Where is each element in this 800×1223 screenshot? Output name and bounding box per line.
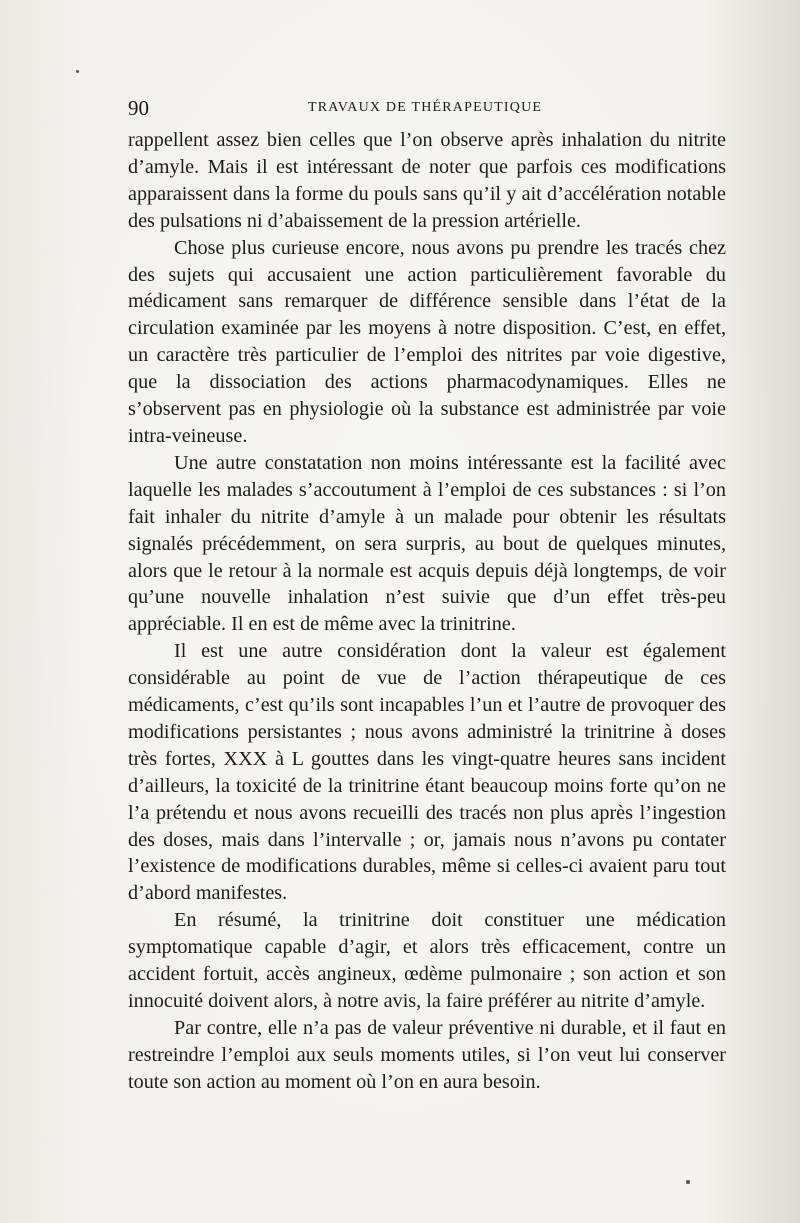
paragraph: Il est une autre considération dont la valeur est également considérable au point de vue de l’action thérapeutique de ces médicaments, c’est qu’ils sont incapables l’un et l’autre de provoquer des modifications persistantes ; nous avons administré la trinitrine à doses très fortes, XXX à L gouttes dans les vingt-quatre heures sans incident d’ailleurs, la toxicité de la trinitrine étant beaucoup moins forte qu’on ne l’a prétendu et nous avons recueilli des tracés non plus après l’ingestion des doses, mais dans l’intervalle ; or, jamais nous n’avons pu contater l’existence de modifications durables, même si celles-ci avaient paru tout d’abord manifestes. (128, 640, 726, 905)
page-number: 90 (128, 96, 149, 120)
paragraph: rappellent assez bien celles que l’on observe après inhalation du nitrite d’amyle. Mais il est intéressant de noter que parfois ces modifications apparaissent dans la forme du pouls sans qu’il y ait d’accélération notable des pulsations ni d’abaissement de la pression artérielle. (128, 129, 726, 232)
running-head: TRAVAUX DE THÉRAPEUTIQUE (308, 100, 543, 115)
paragraph: Par contre, elle n’a pas de valeur préventive ni durable, et il faut en restreindre l’emploi aux seuls moments utiles, si l’on veut lui conserver toute son action au moment où l’on en aura besoin. (128, 1016, 726, 1093)
paragraph: En résumé, la trinitrine doit constituer une médication symptomatique capable d’agir, et alors très efficacement, contre un accident fortuit, accès angineux, œdème pulmonaire ; son action et son innocuité doivent alors, à notre avis, la faire préférer au nitrite d’amyle. (128, 909, 726, 1012)
body-text (128, 127, 726, 1096)
page-header (128, 96, 728, 120)
paragraph: Chose plus curieuse encore, nous avons pu prendre les tracés chez des sujets qui accusaient une action particulièrement favorable du médicament sans remarquer de différence sensible dans l’état de la circulation examinée par les moyens à notre disposition. C’est, en effet, un caractère très particulier de l’emploi des nitrites par voie digestive, que la dissociation des actions pharmacodynamiques. Elles ne s’observent pas en physiologie où la substance est administrée par voie intra-veineuse. (128, 236, 726, 447)
paragraph: Une autre constatation non moins intéressante est la facilité avec laquelle les malades s’accoutument à l’emploi de ces substances : si l’on fait inhaler du nitrite d’amyle à un malade pour obtenir les résultats signalés précédemment, on sera surpris, au bout de quelques minutes, alors que le retour à la normale est acquis depuis déjà longtemps, de voir qu’une nouvelle inhalation n’est suivie que d’un effet très-peu appréciable. Il en est de même avec la trinitrine. (128, 451, 726, 636)
print-speck (76, 70, 79, 73)
print-speck (686, 1180, 690, 1184)
